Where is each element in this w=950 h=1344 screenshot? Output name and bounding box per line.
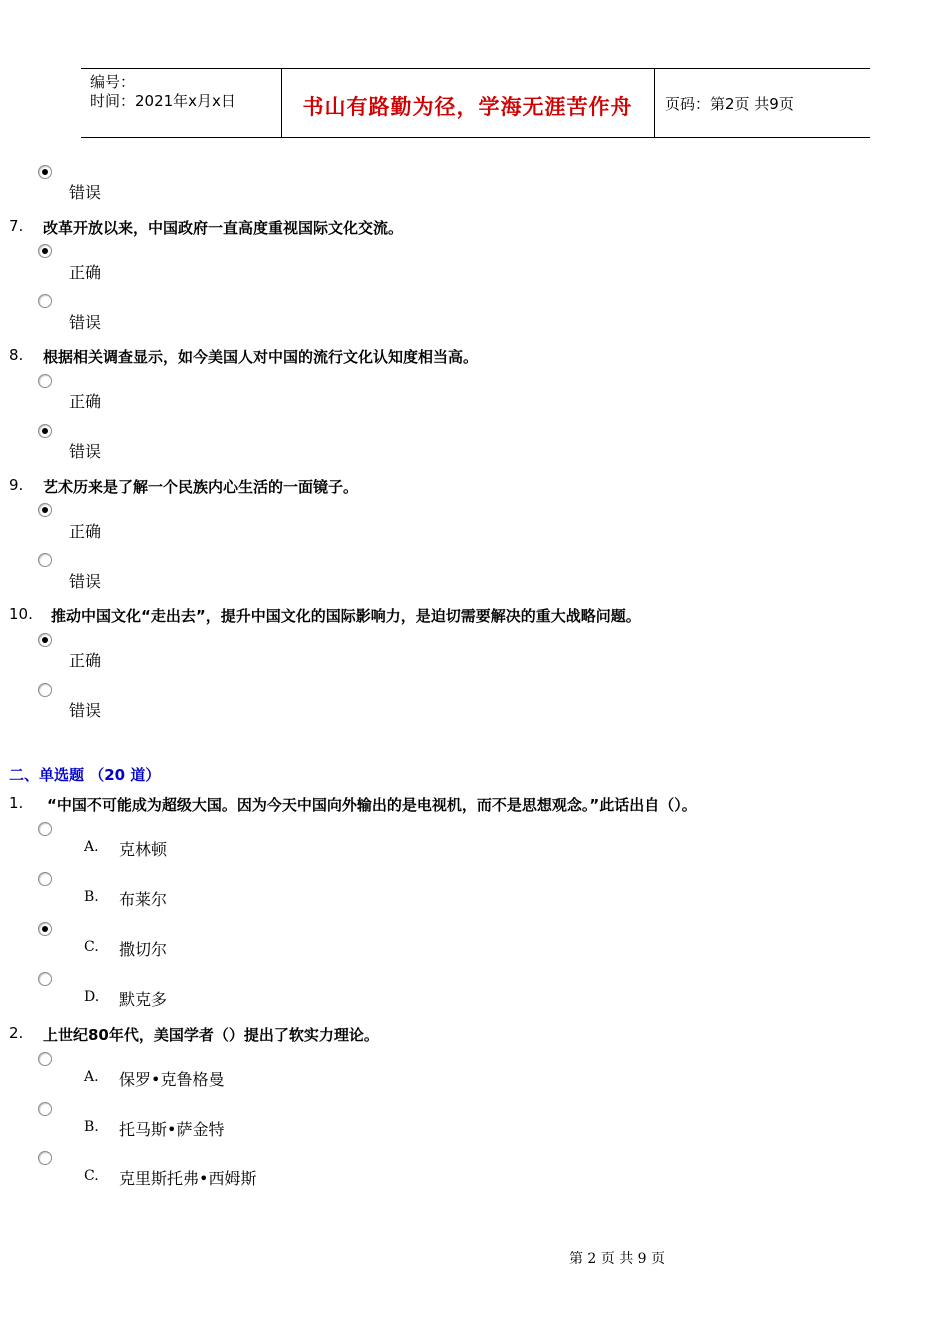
number-label: 编号： [90,73,136,91]
question-text: 艺术历来是了解一个民族内心生活的一面镜子。 [43,478,359,496]
option-label: 错误 [69,183,102,202]
radio-q7-wrong[interactable] [38,294,52,308]
radio-mc1-c[interactable] [38,922,52,936]
option-label: 保罗•克鲁格曼 [119,1070,225,1089]
option-letter: B. [84,889,99,905]
radio-mc2-b[interactable] [38,1102,52,1116]
time-label: 时间：2021年x月x日 [90,92,236,110]
option-letter: B. [84,1119,99,1135]
question-text: 上世纪80年代，美国学者（）提出了软实力理论。 [43,1026,379,1044]
option-label: 克林顿 [119,840,168,859]
header-middle-cell [281,69,655,137]
radio-mc2-a[interactable] [38,1052,52,1066]
option-label: 托马斯•萨金特 [119,1120,225,1139]
radio-mc2-c[interactable] [38,1151,52,1165]
option-label: 正确 [69,651,102,670]
option-label: 默克多 [119,990,168,1009]
header-right-cell [655,69,870,137]
radio-mc1-b[interactable] [38,872,52,886]
question-text: “中国不可能成为超级大国。因为今天中国向外输出的是电视机，而不是思想观念。”此话出自（）。 [47,796,697,814]
radio-q6-wrong[interactable] [38,165,52,179]
radio-q10-correct[interactable] [38,633,52,647]
radio-q8-correct[interactable] [38,374,52,388]
option-letter: A. [84,839,99,855]
option-label: 正确 [69,522,102,541]
question-text: 推动中国文化“走出去”，提升中国文化的国际影响力，是迫切需要解决的重大战略问题。 [51,607,641,625]
question-number: 7. [9,217,24,235]
option-letter: C. [84,939,99,955]
question-text: 改革开放以来，中国政府一直高度重视国际文化交流。 [43,219,404,237]
radio-q9-wrong[interactable] [38,553,52,567]
question-number: 2. [9,1024,24,1042]
header-left-cell [81,69,282,137]
option-label: 错误 [69,701,102,720]
option-label: 正确 [69,392,102,411]
option-label: 错误 [69,313,102,332]
question-number: 8. [9,346,24,364]
option-letter: D. [84,989,100,1005]
question-number: 10. [9,605,33,623]
section-title: 二、单选题 （20 道） [9,766,161,784]
option-label: 布莱尔 [119,890,168,909]
option-label: 撒切尔 [119,940,168,959]
question-text: 根据相关调查显示，如今美国人对中国的流行文化认知度相当高。 [43,348,479,366]
option-label: 错误 [69,442,102,461]
page-info: 页码：第2页 共9页 [665,95,794,113]
radio-q7-correct[interactable] [38,244,52,258]
page-footer: 第 2 页 共 9 页 [568,1251,666,1267]
motto: 书山有路勤为径，学海无涯苦作舟 [302,95,633,119]
radio-q10-wrong[interactable] [38,683,52,697]
option-label: 错误 [69,572,102,591]
document-header [81,68,870,138]
question-number: 1. [9,794,24,812]
radio-mc1-d[interactable] [38,972,52,986]
option-letter: C. [84,1168,99,1184]
question-number: 9. [9,476,24,494]
option-label: 正确 [69,263,102,282]
radio-q8-wrong[interactable] [38,424,52,438]
option-letter: A. [84,1069,99,1085]
radio-q9-correct[interactable] [38,503,52,517]
option-label: 克里斯托弗•西姆斯 [119,1169,257,1188]
radio-mc1-a[interactable] [38,822,52,836]
